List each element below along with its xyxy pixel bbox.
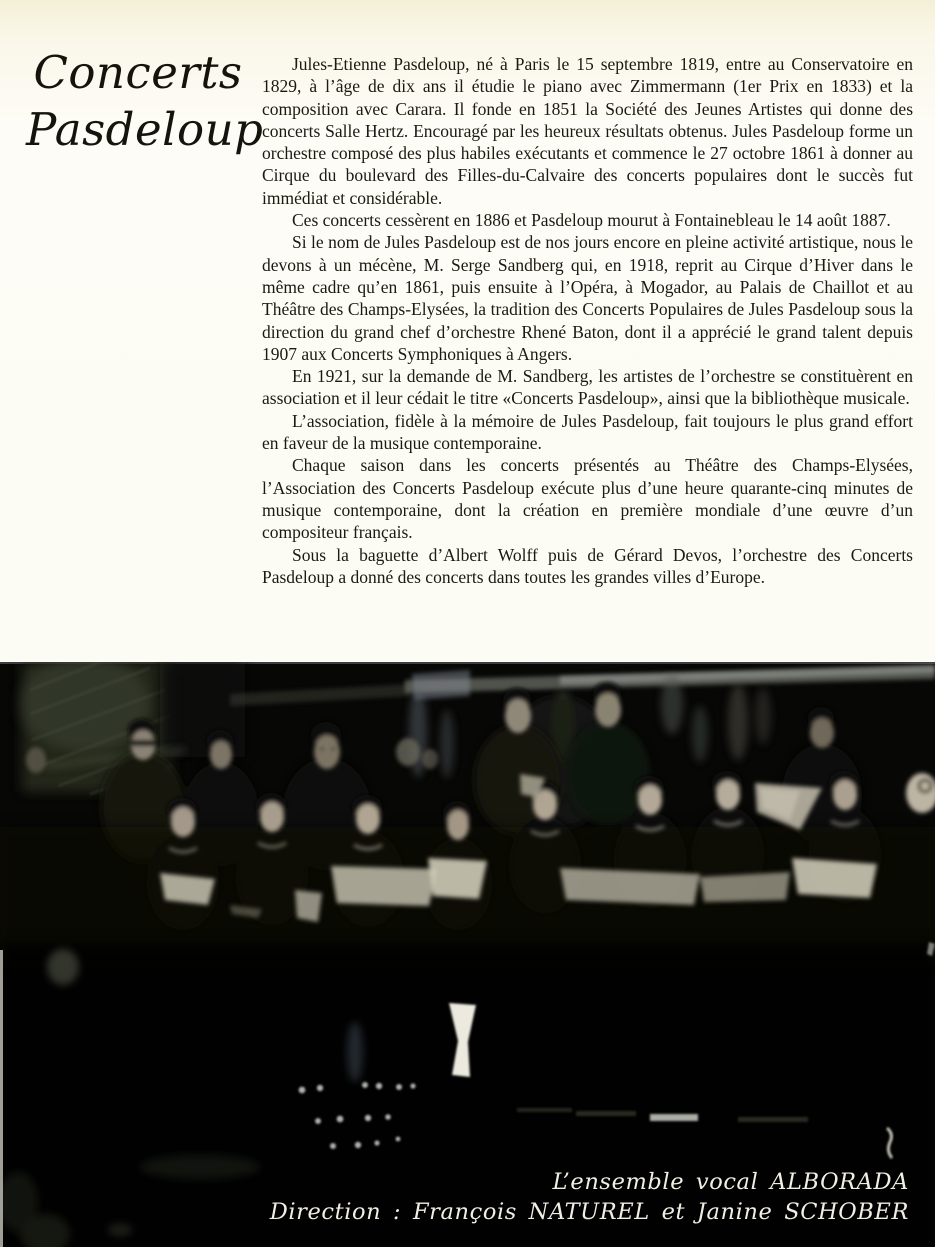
photo-caption-line-2: Direction : François NATUREL et Janine SCHOBER xyxy=(269,1198,909,1225)
photo-caption xyxy=(270,1168,909,1227)
paragraph: Jules-Etienne Pasdeloup, né à Paris le 15 septembre 1819, entre au Conservatoire en 1829, à l’âge de dix ans il étudie le piano avec Zimmermann (1er Prix en 1833) et la composition avec Carara. Il fonde en 1851 la Société des Jeunes Artistes qui donne des concerts Salle Hertz. Encouragé par les heureux résultats obtenus. Jules Pasdeloup forme un orchestre composé des plus habiles exécutants et commence le 27 octobre 1861 à donner au Cirque du boulevard des Filles-du-Calvaire des concerts populaires dont le succès fut immédiat et considérable. xyxy=(262,54,913,208)
paragraph: Si le nom de Jules Pasdeloup est de nos jours encore en pleine activité artistique, nous le devons à un mécène, M. Serge Sandberg qui, en 1918, reprit au Cirque d’Hiver dans le même cadre qu’en 1861, puis ensuite à l’Opéra, à Mogador, au Palais de Chaillot et au Théâtre des Champs-Elysées, la tradition des Concerts Populaires de Jules Pasdeloup sous la direction du grand chef d’orchestre Rhené Baton, dont il a apprécié le grand talent depuis 1907 aux Concerts Symphoniques à Angers. xyxy=(262,232,913,364)
article-text xyxy=(262,53,913,588)
photo-caption-line-1: L’ensemble vocal ALBORADA xyxy=(552,1169,909,1195)
choir-photo xyxy=(0,662,935,1247)
paragraph: Ces concerts cessèrent en 1886 et Pasdeloup mourut à Fontainebleau le 14 août 1887. xyxy=(292,210,891,231)
paragraph: L’association, fidèle à la mémoire de Jules Pasdeloup, fait toujours le plus grand effort en faveur de la musique contemporaine. xyxy=(262,410,913,454)
scan-edge-sliver xyxy=(0,950,3,1247)
title-line-2: Pasdeloup xyxy=(26,103,264,156)
paragraph: Sous la baguette d’Albert Wolff puis de Gérard Devos, l’orchestre des Concerts Pasdeloup a donné des concerts dans toutes les grandes villes d’Europe. xyxy=(262,544,913,587)
page-title xyxy=(26,44,264,158)
paragraph: Chaque saison dans les concerts présentés au Théâtre des Champs-Elysées, l’Association des Concerts Pasdeloup exécute plus d’une heure quarante-cinq minutes de musique contemporaine, dont la création en première mondiale d’une œuvre d’un compositeur français. xyxy=(262,455,913,543)
paragraph: En 1921, sur la demande de M. Sandberg, les artistes de l’orchestre se constituèrent en association et il leur cédait le titre «Concerts Pasdeloup», ainsi que la bibliothèque musicale. xyxy=(262,366,913,409)
choir-photo-image xyxy=(0,662,935,1247)
title-line-1: Concerts xyxy=(33,46,243,99)
